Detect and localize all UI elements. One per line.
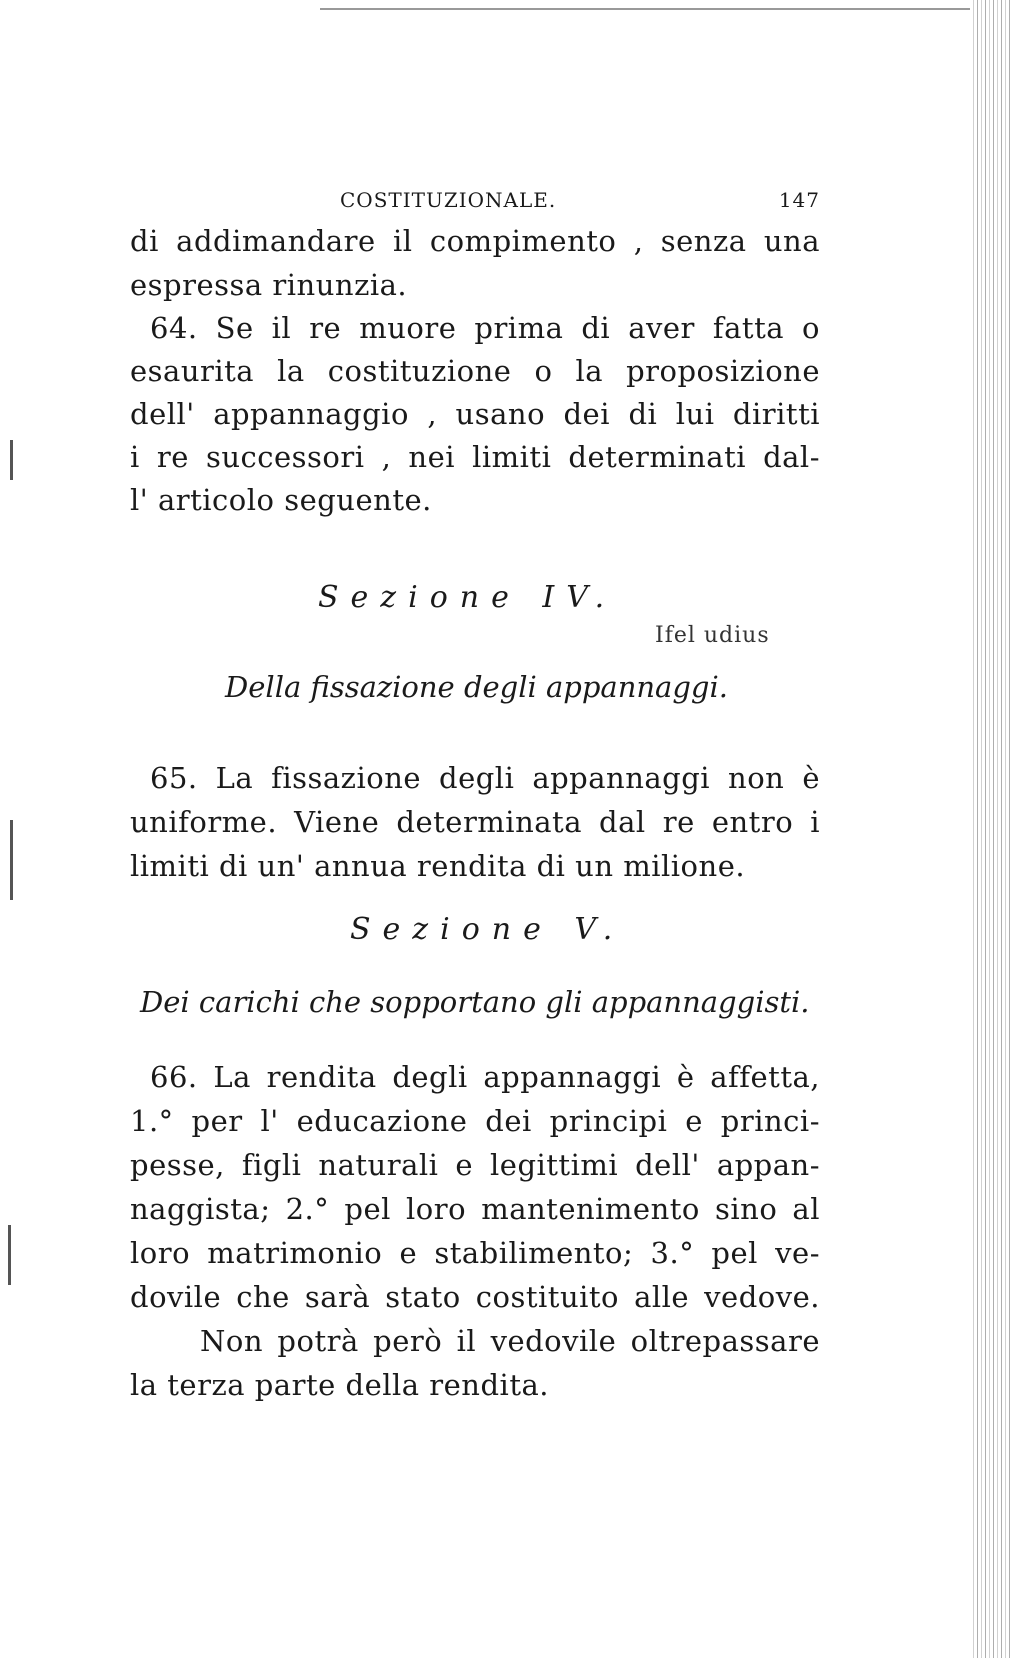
running-head: [340, 188, 820, 212]
text-line: la terza parte della rendita.: [130, 1368, 549, 1402]
text-line: 66. La rendita degli appannaggi è affetta,: [150, 1060, 820, 1094]
page-number: 147: [778, 188, 820, 212]
text-line: 1.° per l' educazione dei principi e princi-: [130, 1104, 820, 1138]
text-line: esaurita la costituzione o la proposizione: [130, 354, 820, 388]
text-line: uniforme. Viene determinata dal re entro i: [130, 805, 820, 839]
section-heading: Sezione V.: [350, 912, 625, 947]
section-heading: Sezione IV.: [318, 580, 617, 615]
text-line: 64. Se il re muore prima di aver fatta o: [150, 311, 820, 345]
text-line: di addimandare il compimento , senza una: [130, 224, 820, 258]
text-line: loro matrimonio e stabilimento; 3.° pel ve-: [130, 1236, 820, 1270]
section-subtitle: Della fissazione degli appannaggi.: [225, 670, 728, 704]
text-line: 65. La fissazione degli appannaggi non è: [150, 761, 820, 795]
text-line: Non potrà però il vedovile oltrepassare: [200, 1324, 820, 1358]
text-line: naggista; 2.° pel loro mantenimento sino al: [130, 1192, 820, 1226]
text-line: l' articolo seguente.: [130, 483, 432, 517]
section-subtitle: Dei carichi che sopportano gli appannaggisti.: [140, 985, 810, 1019]
page-top-edge: [320, 8, 970, 10]
margin-mark: [10, 440, 13, 480]
running-head-title: COSTITUZIONALE.: [340, 188, 557, 212]
margin-mark: [8, 1225, 11, 1285]
marginal-note: Ifel udius: [655, 623, 770, 648]
text-line: i re successori , nei limiti determinati dal-: [130, 440, 820, 474]
page-edge-shading: [970, 0, 1010, 1658]
text-line: espressa rinunzia.: [130, 268, 408, 302]
margin-mark: [10, 820, 13, 900]
text-line: dell' appannaggio , usano dei di lui diritti: [130, 397, 820, 431]
text-line: pesse, figli naturali e legittimi dell' appan-: [130, 1148, 820, 1182]
text-line: dovile che sarà stato costituito alle vedove.: [130, 1280, 820, 1314]
text-line: limiti di un' annua rendita di un milione.: [130, 849, 746, 883]
